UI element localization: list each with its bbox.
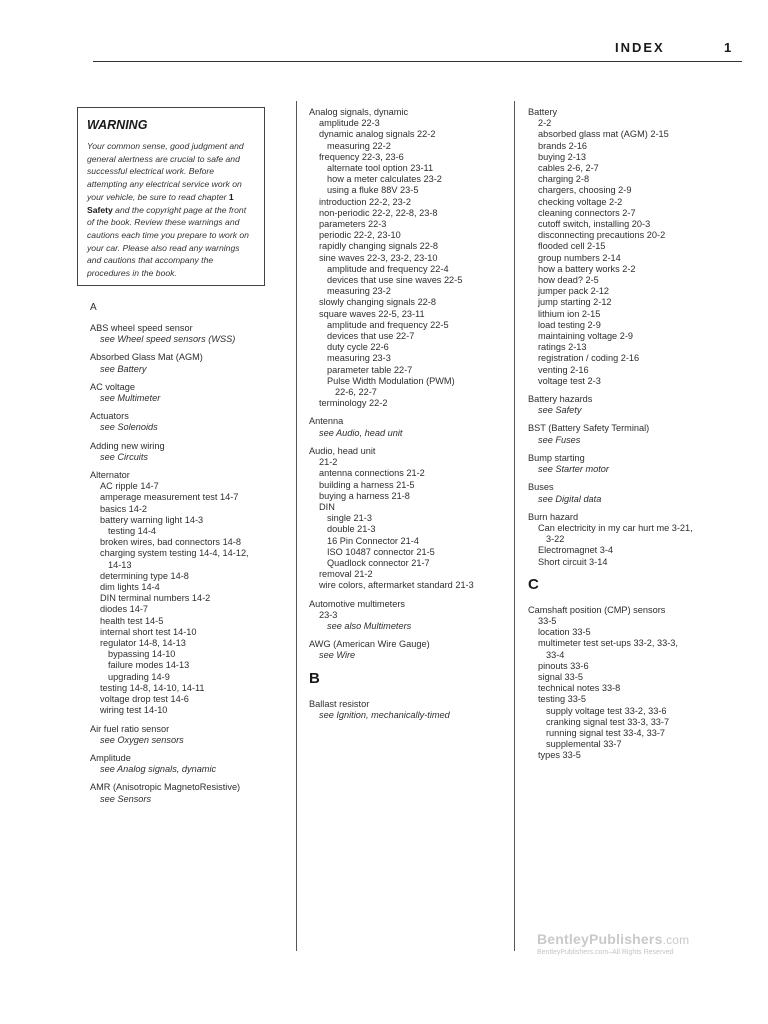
index-subentry: see Oxygen sensors	[100, 734, 184, 745]
index-subentry: terminology 22-2	[319, 398, 388, 409]
index-subentry: see also Multimeters	[327, 620, 412, 631]
section-letter: B	[309, 669, 320, 687]
index-entry	[528, 107, 740, 387]
index-heading: Amplitude	[90, 752, 131, 763]
index-subentry: 14-13	[108, 559, 132, 570]
index-subentry: group numbers 2-14	[538, 252, 621, 263]
index-subentry: duty cycle 22-6	[327, 342, 389, 353]
index-entry	[90, 753, 290, 775]
index-subentry: 16 Pin Connector 21-4	[327, 535, 419, 546]
index-subentry: diodes 14-7	[100, 604, 149, 615]
warning-safety-chapter: 1 Safety	[87, 191, 234, 215]
index-heading: BST (Battery Safety Terminal)	[528, 423, 650, 434]
index-subentry: dim lights 14-4	[100, 582, 160, 593]
index-heading: Actuators	[90, 411, 129, 422]
index-subentry: 33-4	[546, 649, 565, 660]
warning-title: WARNING	[87, 118, 148, 132]
index-subentry: multimeter test set-ups 33-2, 33-3,	[538, 638, 678, 649]
index-subentry: slowly changing signals 22-8	[319, 297, 436, 308]
index-subentry: see Starter motor	[538, 464, 609, 475]
section-letter: A	[90, 302, 97, 313]
index-subentry: cranking signal test 33-3, 33-7	[546, 716, 670, 727]
index-heading: AC voltage	[90, 381, 135, 392]
index-subentry: Electromagnet 3-4	[538, 545, 614, 556]
index-entry	[90, 724, 290, 746]
index-subentry: using a fluke 88V 23-5	[327, 185, 419, 196]
index-heading: Adding new wiring	[90, 440, 165, 451]
index-subentry: buying a harness 21-8	[319, 490, 410, 501]
index-column-3	[528, 107, 740, 769]
index-subentry: cables 2-6, 2-7	[538, 163, 599, 174]
index-entry	[528, 423, 740, 445]
index-subentry: venting 2-16	[538, 364, 589, 375]
header-title: INDEX	[615, 40, 665, 55]
index-entry	[528, 482, 740, 504]
index-subentry: ratings 2-13	[538, 342, 587, 353]
index-subentry: DIN terminal numbers 14-2	[100, 593, 211, 604]
index-subentry: see Ignition, mechanically-timed	[319, 709, 450, 720]
index-subentry: building a harness 21-5	[319, 479, 415, 490]
index-subentry: supplemental 33-7	[546, 739, 622, 750]
index-subentry: amplitude 22-3	[319, 118, 380, 129]
index-subentry: DIN	[319, 501, 335, 512]
index-subentry: ISO 10487 connector 21-5	[327, 546, 435, 557]
index-subentry: see Safety	[538, 405, 582, 416]
index-subentry: Quadlock connector 21-7	[327, 557, 430, 568]
index-subentry: wiring test 14-10	[100, 705, 168, 716]
index-subentry: load testing 2-9	[538, 319, 601, 330]
header-rule	[93, 61, 742, 62]
index-entry	[90, 470, 290, 716]
index-subentry: running signal test 33-4, 33-7	[546, 727, 666, 738]
index-subentry: jump starting 2-12	[538, 297, 612, 308]
index-subentry: supply voltage test 33-2, 33-6	[546, 705, 667, 716]
index-subentry: bypassing 14-10	[108, 649, 176, 660]
page-number: 1	[724, 40, 732, 55]
entries	[309, 107, 509, 721]
index-heading: Analog signals, dynamic	[309, 107, 409, 117]
index-entry	[90, 441, 290, 463]
index-subentry: dynamic analog signals 22-2	[319, 129, 436, 140]
index-subentry: see Fuses	[538, 434, 581, 445]
index-subentry: technical notes 33-8	[538, 683, 621, 694]
index-subentry: sine waves 22-3, 23-2, 23-10	[319, 252, 438, 263]
index-subentry: location 33-5	[538, 627, 591, 638]
index-entry	[309, 446, 509, 592]
index-entry	[90, 352, 290, 374]
index-heading: Battery	[528, 107, 558, 117]
index-subentry: voltage test 2-3	[538, 375, 601, 386]
index-subentry: see Circuits	[100, 451, 148, 462]
index-heading: Buses	[528, 482, 554, 493]
warning-text-part: Your common sense, good judgment and general alertness are crucial to safe and successful electrical work. Before attempting any electrical service work on your vehicle, be sure to read chapter	[87, 141, 244, 202]
index-subentry: failure modes 14-13	[108, 660, 190, 671]
index-subentry: AC ripple 14-7	[100, 481, 159, 492]
index-entry	[90, 782, 290, 804]
index-subentry: determining type 14-8	[100, 570, 189, 581]
index-subentry: double 21-3	[327, 524, 376, 535]
index-heading: Burn hazard	[528, 511, 579, 522]
index-subentry: parameter table 22-7	[327, 364, 413, 375]
index-subentry: checking voltage 2-2	[538, 196, 623, 207]
index-entry	[309, 699, 509, 721]
index-subentry: frequency 22-3, 23-6	[319, 151, 404, 162]
index-subentry: disconnecting precautions 20-2	[538, 230, 666, 241]
index-subentry: see Analog signals, dynamic	[100, 764, 217, 775]
index-subentry: amperage measurement test 14-7	[100, 492, 239, 503]
index-entry	[309, 639, 509, 661]
entries	[90, 323, 290, 805]
entries	[528, 107, 740, 762]
index-subentry: introduction 22-2, 23-2	[319, 196, 411, 207]
index-subentry: internal short test 14-10	[100, 626, 197, 637]
index-subentry: maintaining voltage 2-9	[538, 331, 633, 342]
index-subentry: flooded cell 2-15	[538, 241, 606, 252]
index-subentry: alternate tool option 23-11	[327, 163, 434, 174]
index-subentry: cutoff switch, installing 20-3	[538, 219, 651, 230]
index-subentry: antenna connections 21-2	[319, 468, 425, 479]
index-subentry: measuring 23-3	[327, 353, 391, 364]
column-divider	[296, 101, 297, 951]
index-entry	[309, 416, 509, 438]
index-heading: Battery hazards	[528, 394, 593, 405]
index-subentry: registration / coding 2-16	[538, 353, 640, 364]
index-subentry: testing 33-5	[538, 694, 587, 705]
index-entry	[528, 512, 740, 568]
index-heading: AMR (Anisotropic MagnetoResistive)	[90, 782, 241, 793]
watermark-subtitle: BentleyPublishers.com–All Rights Reserved	[537, 949, 674, 956]
index-subentry: chargers, choosing 2-9	[538, 185, 632, 196]
index-heading: Alternator	[90, 470, 130, 481]
index-subentry: how a battery works 2-2	[538, 263, 636, 274]
index-subentry: pinouts 33-6	[538, 660, 589, 671]
watermark-title	[537, 931, 689, 947]
index-subentry: amplitude and frequency 22-4	[327, 263, 449, 274]
index-subentry: parameters 22-3	[319, 219, 387, 230]
index-subentry: see Wire	[319, 650, 356, 661]
index-subentry: periodic 22-2, 23-10	[319, 230, 401, 241]
index-subentry: absorbed glass mat (AGM) 2-15	[538, 129, 669, 140]
index-subentry: charging 2-8	[538, 174, 590, 185]
index-heading: Ballast resistor	[309, 698, 370, 709]
index-subentry: brands 2-16	[538, 140, 588, 151]
index-subentry: 33-5	[538, 615, 557, 626]
index-heading: Antenna	[309, 416, 344, 427]
index-entry	[528, 605, 740, 762]
index-subentry: charging system testing 14-4, 14-12,	[100, 548, 249, 559]
index-subentry: battery warning light 14-3	[100, 514, 204, 525]
index-subentry: testing 14-8, 14-10, 14-11	[100, 682, 205, 693]
index-subentry: amplitude and frequency 22-5	[327, 319, 449, 330]
index-subentry: see Wheel speed sensors (WSS)	[100, 334, 236, 345]
index-subentry: devices that use sine waves 22-5	[327, 275, 463, 286]
index-subentry: devices that use 22-7	[327, 331, 415, 342]
index-entry	[90, 382, 290, 404]
index-subentry: broken wires, bad connectors 14-8	[100, 537, 241, 548]
index-subentry: single 21-3	[327, 513, 372, 524]
index-entry	[528, 394, 740, 416]
index-heading: Audio, head unit	[309, 445, 376, 456]
index-subentry: 2-2	[538, 118, 552, 129]
index-subentry: 3-22	[546, 534, 565, 545]
index-column-2	[309, 107, 509, 728]
index-subentry: how a meter calculates 23-2	[327, 174, 442, 185]
index-heading: Bump starting	[528, 452, 585, 463]
index-heading: Automotive multimeters	[309, 598, 405, 609]
index-subentry: testing 14-4	[108, 526, 157, 537]
index-heading: ABS wheel speed sensor	[90, 323, 193, 333]
index-subentry: health test 14-5	[100, 615, 164, 626]
index-heading: Camshaft position (CMP) sensors	[528, 604, 666, 615]
section-letter: C	[528, 575, 539, 593]
column-divider	[514, 101, 515, 951]
index-subentry: square waves 22-5, 23-11	[319, 308, 425, 319]
index-heading: Air fuel ratio sensor	[90, 723, 170, 734]
index-subentry: buying 2-13	[538, 151, 587, 162]
index-subentry: non-periodic 22-2, 22-8, 23-8	[319, 207, 438, 218]
index-subentry: upgrading 14-9	[108, 671, 170, 682]
warning-text	[87, 140, 255, 280]
index-subentry: see Audio, head unit	[319, 427, 403, 438]
index-subentry: Pulse Width Modulation (PWM)	[327, 375, 455, 386]
index-subentry: Can electricity in my car hurt me 3-21,	[538, 522, 693, 533]
index-subentry: rapidly changing signals 22-8	[319, 241, 439, 252]
index-subentry: basics 14-2	[100, 503, 147, 514]
index-subentry: see Battery	[100, 363, 147, 374]
index-subentry: Short circuit 3-14	[538, 556, 608, 567]
index-subentry: jumper pack 2-12	[538, 286, 609, 297]
index-heading: AWG (American Wire Gauge)	[309, 639, 430, 650]
index-subentry: cleaning connectors 2-7	[538, 207, 636, 218]
index-heading: Absorbed Glass Mat (AGM)	[90, 352, 203, 363]
index-entry	[309, 107, 509, 409]
index-subentry: regulator 14-8, 14-13	[100, 638, 186, 649]
index-subentry: voltage drop test 14-6	[100, 694, 189, 705]
index-subentry: lithium ion 2-15	[538, 308, 601, 319]
index-subentry: signal 33-5	[538, 671, 583, 682]
index-subentry: see Multimeter	[100, 393, 161, 404]
publisher-watermark	[537, 931, 689, 956]
index-subentry: wire colors, aftermarket standard 21-3	[319, 580, 474, 591]
index-subentry: 23-3	[319, 609, 338, 620]
index-subentry: how dead? 2-5	[538, 275, 599, 286]
index-subentry: measuring 22-2	[327, 140, 391, 151]
watermark-suffix: .com	[662, 933, 690, 947]
index-entry	[309, 599, 509, 633]
warning-text-part: and the copyright page at the front of the book. Review these warnings and cautions each time you prepare to work on your car. Please also read any warnings and cautions that accompany the procedures in the book.	[87, 204, 249, 279]
index-entry	[90, 323, 290, 345]
index-subentry: 22-6, 22-7	[335, 387, 377, 398]
index-entry	[528, 453, 740, 475]
index-column-1	[90, 302, 290, 812]
index-subentry: types 33-5	[538, 750, 581, 761]
index-subentry: see Digital data	[538, 493, 602, 504]
index-subentry: measuring 23-2	[327, 286, 391, 297]
watermark-name: BentleyPublishers	[537, 931, 663, 947]
index-subentry: see Solenoids	[100, 422, 158, 433]
index-subentry: removal 21-2	[319, 569, 373, 580]
warning-box	[77, 107, 265, 286]
index-subentry: see Sensors	[100, 793, 152, 804]
index-entry	[90, 411, 290, 433]
index-subentry: 21-2	[319, 457, 338, 468]
